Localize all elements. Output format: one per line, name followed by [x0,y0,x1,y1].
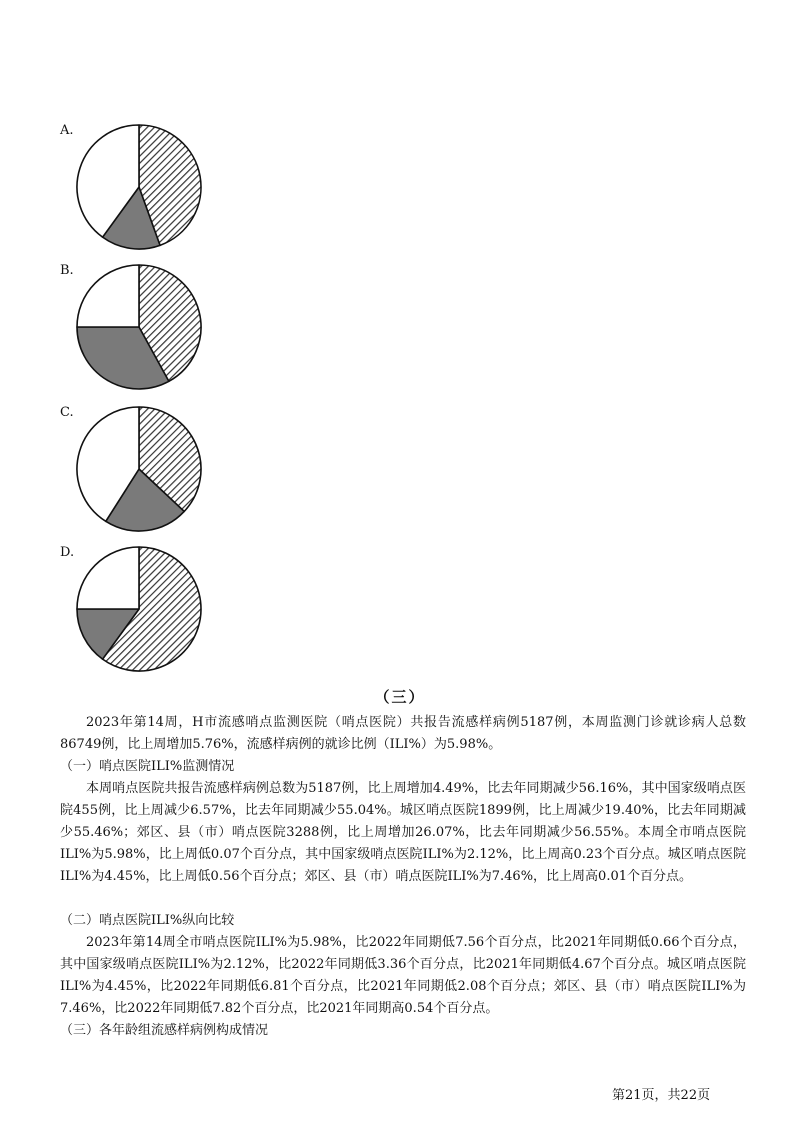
option-d-label: D. [60,545,75,560]
option-a-label: A. [60,123,74,138]
subheading-3: （三）各年龄组流感样病例构成情况 [60,1023,269,1038]
page-number: 第21页，共22页 [612,1088,711,1103]
option-d-pie-chart [74,544,204,674]
option-b-label: B. [60,263,74,278]
paragraph-2: 2023年第14周全市哨点医院ILI%为5.98%，比2022年同期低7.56个百分点，比2021年同期低0.66个百分点，其中国家级哨点医院ILI%为2.12%，比2022年同期低3.36个百分点，比2021年同期低4.67个百分点。城区哨点医院ILI%为4.45%，比2022年同期低6.81个百分点，比2021年同期低2.08个百分点；郊区、县（市）哨点医院ILI%为7.46%，比2022年同期低7.82个百分点，比2021年同期高0.54个百分点。 [60,935,746,1016]
paragraph-1: 本周哨点医院共报告流感样病例总数为5187例，比上周增加4.49%，比去年同期减少56.16%，其中国家级哨点医院455例，比上周减少6.57%，比去年同期减少55.04%。城区哨点医院1899例，比上周减少19.40%，比去年同期减少55.46%；郊区、县（市）哨点医院3288例，比上周增加26.07%，比去年同期减少56.55%。本周全市哨点医院ILI%为5.98%，比上周低0.07个百分点，其中国家级哨点医院ILI%为2.12%，比上周高0.23个百分点。城区哨点医院ILI%为4.45%，比上周低0.56个百分点；郊区、县（市）哨点医院ILI%为7.46%，比上周高0.01个百分点。 [60,781,746,884]
subheading-2: （二）哨点医院ILI%纵向比较 [60,913,235,928]
intro-paragraph: 2023年第14周，H市流感哨点监测医院（哨点医院）共报告流感样病例5187例，本周监测门诊就诊病人总数86749例，比上周增加5.76%，流感样病例的就诊比例（ILI%）为5.98%。 [60,715,746,752]
section-title: （三） [374,688,426,706]
subheading-1: （一）哨点医院ILI%监测情况 [60,759,235,774]
pie-slice-white [77,547,139,609]
option-c-label: C. [60,405,74,420]
option-a-pie-chart [74,122,204,252]
option-b-pie-chart [74,262,204,392]
option-c-pie-chart [74,404,204,534]
pie-slice-white [77,265,139,327]
